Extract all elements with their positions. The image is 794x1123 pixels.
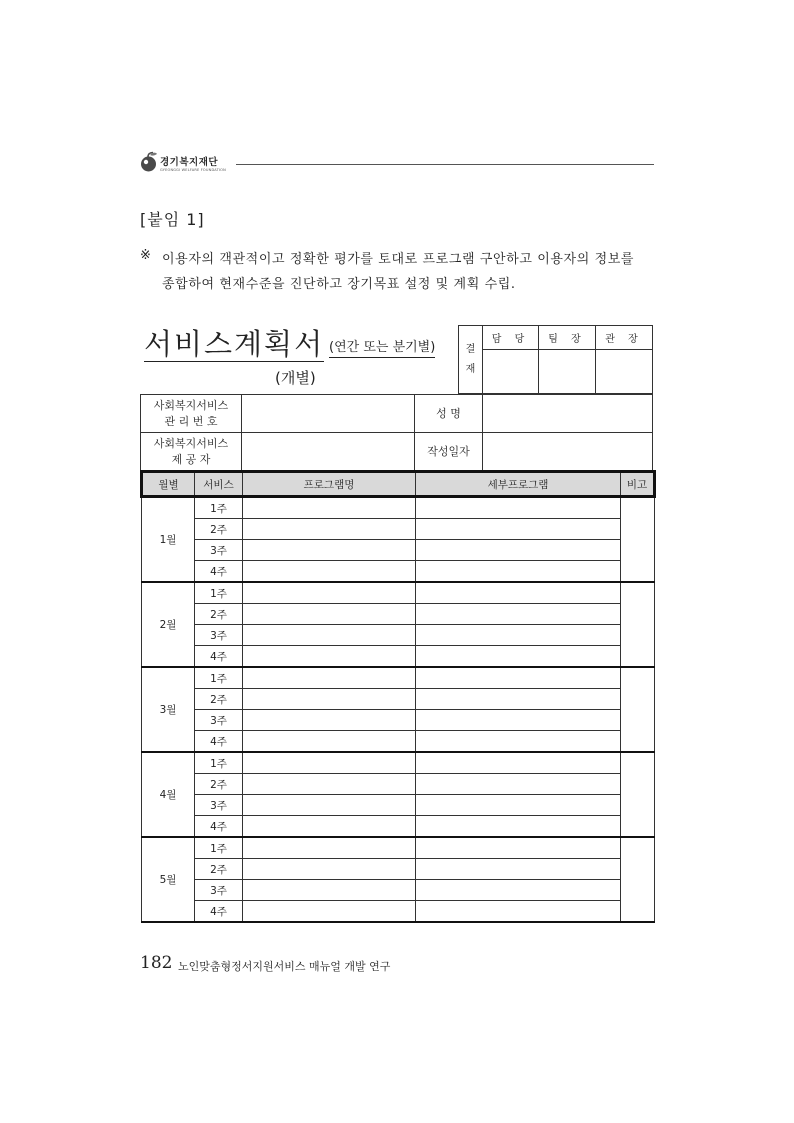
name-label: 성 명: [414, 394, 483, 433]
detail-program-cell[interactable]: [416, 646, 621, 668]
approval-label-bottom: 재: [465, 363, 476, 375]
management-number-field[interactable]: [241, 394, 415, 433]
header-detail-program: 세부프로그램: [416, 472, 621, 497]
management-number-label-line2: 관 리 번 호: [164, 414, 218, 428]
detail-program-cell[interactable]: [416, 880, 621, 901]
week-cell: 4주: [195, 561, 243, 583]
provider-label-line1: 사회복지서비스: [153, 436, 229, 450]
program-name-cell[interactable]: [243, 859, 416, 880]
week-cell: 2주: [195, 859, 243, 880]
program-name-cell[interactable]: [243, 540, 416, 561]
header-program-name: 프로그램명: [243, 472, 416, 497]
attachment-label: [붙임 1]: [140, 210, 205, 229]
detail-program-cell[interactable]: [416, 604, 621, 625]
table-row: [142, 604, 655, 625]
foundation-logo: [140, 151, 240, 177]
table-row: [142, 795, 655, 816]
table-header-row: [142, 472, 655, 497]
management-number-label-line1: 사회복지서비스: [153, 398, 229, 412]
table-row: [142, 667, 655, 689]
detail-program-cell[interactable]: [416, 497, 621, 519]
program-name-cell[interactable]: [243, 795, 416, 816]
table-row: [142, 901, 655, 923]
table-row: [142, 540, 655, 561]
week-cell: 1주: [195, 497, 243, 519]
detail-program-cell[interactable]: [416, 731, 621, 753]
program-name-cell[interactable]: [243, 604, 416, 625]
program-name-cell[interactable]: [243, 582, 416, 604]
table-row: [142, 497, 655, 519]
week-cell: 2주: [195, 519, 243, 540]
week-cell: 4주: [195, 646, 243, 668]
note-line-2: 종합하여 현재수준을 진단하고 장기목표 설정 및 계획 수립.: [162, 277, 516, 292]
detail-program-cell[interactable]: [416, 795, 621, 816]
detail-program-cell[interactable]: [416, 582, 621, 604]
org-name: 경기복지재단: [160, 157, 219, 168]
detail-program-cell[interactable]: [416, 689, 621, 710]
table-row: [142, 837, 655, 859]
week-cell: 1주: [195, 837, 243, 859]
program-name-cell[interactable]: [243, 646, 416, 668]
month-cell: 1월: [142, 497, 195, 583]
provider-field[interactable]: [241, 432, 415, 471]
date-label: 작성일자: [414, 432, 483, 471]
table-row: [142, 880, 655, 901]
program-name-cell[interactable]: [243, 497, 416, 519]
week-cell: 1주: [195, 667, 243, 689]
table-row: [142, 752, 655, 774]
program-name-cell[interactable]: [243, 837, 416, 859]
month-cell: 2월: [142, 582, 195, 667]
detail-program-cell[interactable]: [416, 901, 621, 923]
book-title: 노인맞춤형정서지원서비스 매뉴얼 개발 연구: [178, 960, 391, 973]
program-name-cell[interactable]: [243, 731, 416, 753]
program-name-cell[interactable]: [243, 625, 416, 646]
remarks-cell[interactable]: [621, 667, 655, 752]
remarks-cell[interactable]: [621, 752, 655, 837]
program-name-cell[interactable]: [243, 901, 416, 923]
program-name-cell[interactable]: [243, 816, 416, 838]
management-number-label: [140, 394, 242, 433]
week-cell: 3주: [195, 625, 243, 646]
week-cell: 1주: [195, 752, 243, 774]
header-month: 월별: [142, 472, 195, 497]
month-cell: 4월: [142, 752, 195, 837]
page-number: 182: [140, 953, 173, 973]
detail-program-cell[interactable]: [416, 859, 621, 880]
detail-program-cell[interactable]: [416, 774, 621, 795]
table-row: [142, 689, 655, 710]
week-cell: 3주: [195, 540, 243, 561]
detail-program-cell[interactable]: [416, 540, 621, 561]
approval-role-staff: 담 당: [482, 325, 539, 350]
apple-logo-icon: [140, 151, 158, 173]
table-row: [142, 561, 655, 583]
program-name-cell[interactable]: [243, 561, 416, 583]
week-cell: 3주: [195, 710, 243, 731]
detail-program-cell[interactable]: [416, 667, 621, 689]
remarks-cell[interactable]: [621, 497, 655, 583]
header-divider: [236, 164, 654, 165]
provider-label-line2: 제 공 자: [171, 452, 211, 466]
table-row: [142, 859, 655, 880]
table-row: [142, 646, 655, 668]
detail-program-cell[interactable]: [416, 625, 621, 646]
table-row: [142, 774, 655, 795]
program-name-cell[interactable]: [243, 689, 416, 710]
form-title: 서비스계획서: [144, 327, 325, 361]
month-cell: 3월: [142, 667, 195, 752]
detail-program-cell[interactable]: [416, 816, 621, 838]
week-cell: 3주: [195, 880, 243, 901]
detail-program-cell[interactable]: [416, 519, 621, 540]
provider-label: [140, 432, 242, 471]
approval-sign-staff[interactable]: [482, 349, 539, 394]
week-cell: 3주: [195, 795, 243, 816]
table-row: [142, 582, 655, 604]
program-name-cell[interactable]: [243, 880, 416, 901]
table-row: [142, 625, 655, 646]
remarks-cell[interactable]: [621, 582, 655, 667]
week-cell: 2주: [195, 774, 243, 795]
note-line-1: 이용자의 객관적이고 정확한 평가를 토대로 프로그램 구안하고 이용자의 정보를: [162, 252, 635, 267]
approval-role-team-leader: 팀 장: [538, 325, 596, 350]
remarks-cell[interactable]: [621, 837, 655, 922]
week-cell: 4주: [195, 901, 243, 923]
program-name-cell[interactable]: [243, 774, 416, 795]
program-name-cell[interactable]: [243, 752, 416, 774]
approval-label: [458, 325, 483, 394]
week-cell: 2주: [195, 689, 243, 710]
org-subtitle: GYEONGGI WELFARE FOUNDATION: [160, 168, 226, 172]
name-field[interactable]: [482, 394, 653, 433]
detail-program-cell[interactable]: [416, 752, 621, 774]
table-row: [142, 519, 655, 540]
note-mark: ※: [140, 248, 151, 263]
date-field[interactable]: [482, 432, 653, 471]
service-plan-table: [140, 470, 656, 923]
form-title-period: (연간 또는 분기별): [329, 339, 435, 358]
approval-role-director: 관 장: [595, 325, 653, 350]
table-body: [142, 497, 655, 923]
program-name-cell[interactable]: [243, 667, 416, 689]
detail-program-cell[interactable]: [416, 710, 621, 731]
header-service: 서비스: [195, 472, 243, 497]
detail-program-cell[interactable]: [416, 837, 621, 859]
table-row: [142, 731, 655, 753]
program-name-cell[interactable]: [243, 710, 416, 731]
detail-program-cell[interactable]: [416, 561, 621, 583]
week-cell: 4주: [195, 816, 243, 838]
program-name-cell[interactable]: [243, 519, 416, 540]
form-subtitle: (개별): [275, 369, 316, 387]
week-cell: 2주: [195, 604, 243, 625]
week-cell: 1주: [195, 582, 243, 604]
approval-sign-director[interactable]: [595, 349, 653, 394]
table-row: [142, 710, 655, 731]
month-cell: 5월: [142, 837, 195, 922]
approval-label-top: 결: [465, 343, 476, 355]
week-cell: 4주: [195, 731, 243, 753]
table-row: [142, 816, 655, 838]
header-remarks: 비고: [621, 472, 655, 497]
approval-sign-team-leader[interactable]: [538, 349, 596, 394]
